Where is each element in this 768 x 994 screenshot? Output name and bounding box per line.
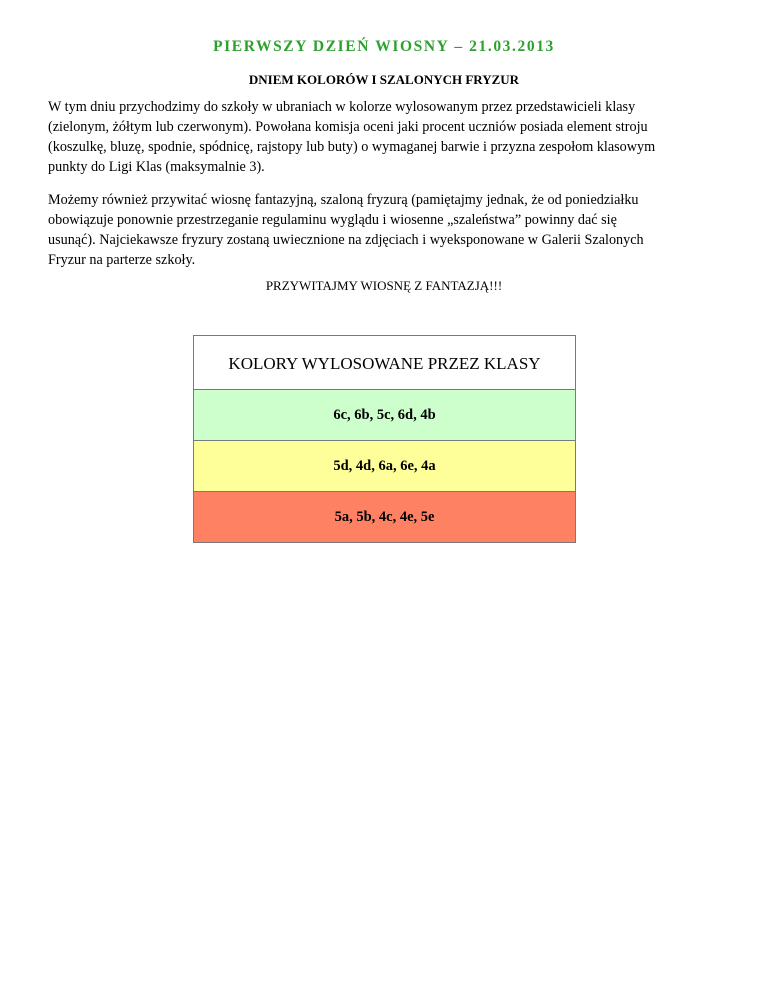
paragraph-line: (koszulkę, bluzę, spodnie, spódnicę, rajstopy lub buty) o wymaganej barwie i przyzna zespołom klasowym: [48, 139, 656, 155]
document-subtitle: DNIEM KOLORÓW I SZALONYCH FRYZUR: [248, 72, 520, 87]
paragraph-line: W tym dniu przychodzimy do szkoły w ubraniach w kolorze wylosowanym przez przedstawicieli klasy: [48, 99, 636, 115]
paragraph-hairstyles: [48, 190, 728, 270]
paragraph-line: Fryzur na parterze szkoły.: [48, 252, 196, 268]
paragraph-line: Możemy również przywitać wiosnę fantazyjną, szaloną fryzurą (pamiętajmy jednak, że od poniedziałku: [48, 192, 639, 208]
slogan: PRZYWITAJMY WIOSNĘ Z FANTAZJĄ!!!: [265, 278, 503, 293]
table-row-green: 6c, 6b, 5c, 6d, 4b: [194, 389, 575, 440]
table-header: KOLORY WYLOSOWANE PRZEZ KLASY: [194, 336, 575, 389]
document-title: PIERWSZY DZIEŃ WIOSNY – 21.03.2013: [213, 38, 555, 55]
paragraph-line: usunąć). Najciekawsze fryzury zostaną uwiecznione na zdjęciach i wyeksponowane w Galerii Szalonych: [48, 232, 644, 248]
table-row-red: 5a, 5b, 4c, 4e, 5e: [194, 491, 575, 542]
paragraph-line: obowiązuje ponownie przestrzeganie regulaminu wyglądu i wiosenne „szaleństwa” powinny dać się: [48, 212, 617, 228]
paragraph-line: (zielonym, żółtym lub czerwonym). Powołana komisja oceni jaki procent uczniów posiada element stroju: [48, 119, 648, 135]
classes-color-table: [193, 335, 576, 543]
paragraph-colors: [48, 97, 728, 177]
paragraph-line: punkty do Ligi Klas (maksymalnie 3).: [48, 159, 265, 175]
table-row-yellow: 5d, 4d, 6a, 6e, 4a: [194, 440, 575, 491]
